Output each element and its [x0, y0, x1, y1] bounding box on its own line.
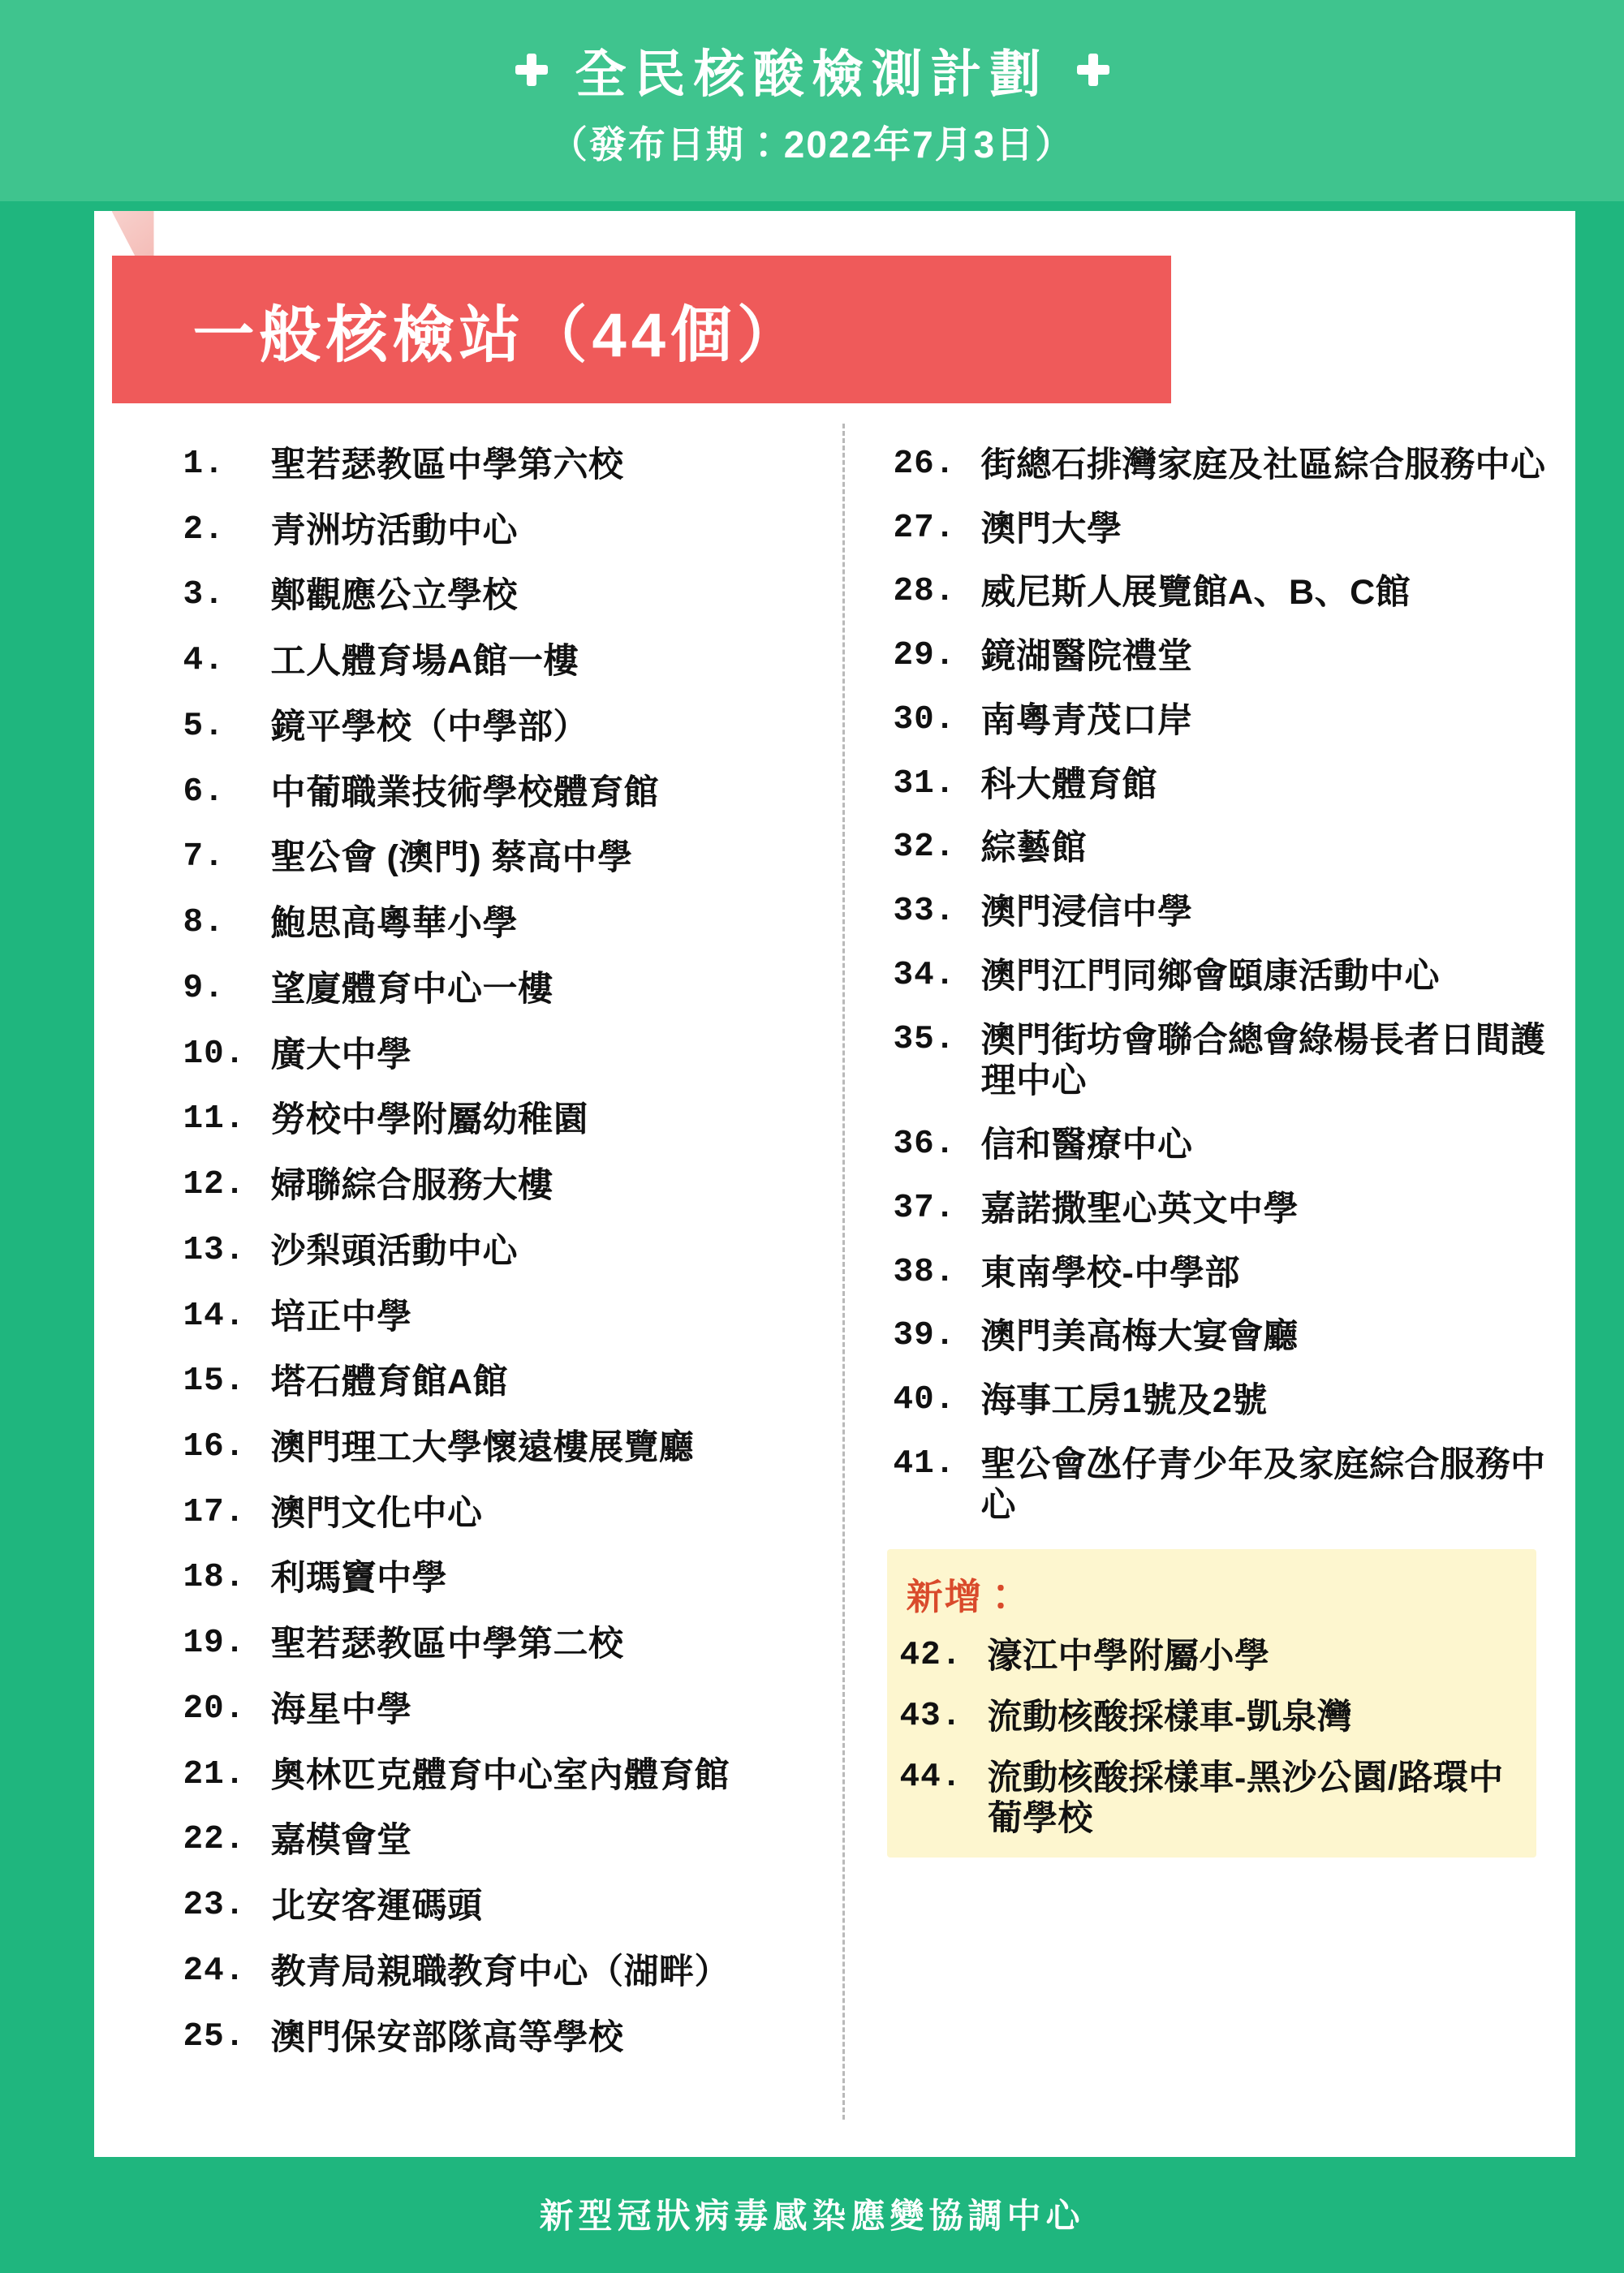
list-item-label: 海事工房1號及2號	[980, 1381, 1268, 1421]
list-item	[183, 707, 834, 748]
list-item-label: 街總石排灣家庭及社區綜合服務中心	[980, 446, 1546, 484]
medical-cross-icon	[515, 54, 548, 86]
list-item-number: 11.	[183, 1100, 246, 1139]
list-item-label: 聖若瑟教區中學第六校	[270, 446, 624, 484]
list-item-label: 婦聯綜合服務大樓	[270, 1166, 554, 1206]
list-item-number: 36.	[893, 1126, 956, 1164]
medical-cross-icon	[1077, 54, 1109, 86]
list-item-number: 34.	[893, 956, 956, 994]
list-item	[183, 1690, 834, 1731]
list-item-number: 13.	[183, 1231, 246, 1269]
list-item-number: 25.	[183, 2017, 246, 2056]
list-item	[183, 1297, 834, 1338]
section-banner-label: 一般核檢站（44個）	[192, 300, 804, 370]
page-footer	[0, 2165, 1624, 2262]
list-item-label: 流動核酸採樣車-黑沙公園/路環中葡學校	[987, 1758, 1504, 1839]
list-item	[183, 773, 834, 814]
list-item-number: 38.	[893, 1253, 956, 1291]
list-item-label: 濠江中學附屬小學	[987, 1637, 1270, 1677]
list-item-number: 28.	[893, 573, 956, 611]
list-item-label: 澳門大學	[980, 509, 1122, 549]
list-item	[894, 1316, 1567, 1358]
list-item-number: 7.	[183, 838, 225, 876]
list-item-label: 澳門美高梅大宴會廳	[980, 1317, 1299, 1357]
list-item-label: 鏡湖醫院禮堂	[980, 637, 1193, 677]
list-item	[183, 2017, 834, 2059]
list-item-label: 培正中學	[270, 1297, 412, 1337]
list-item	[183, 1493, 834, 1535]
list-item	[894, 1189, 1567, 1230]
list-item-label: 鮑思高粵華小學	[270, 904, 518, 944]
list-item-number: 2.	[183, 510, 225, 549]
list-item-label: 工人體育場A館一樓	[270, 642, 579, 682]
list-item-label: 望廈體育中心一樓	[270, 969, 554, 1009]
list-item-label: 北安客運碼頭	[270, 1887, 483, 1926]
list-item-number: 33.	[893, 893, 956, 931]
list-item-label: 奧林匹克體育中心室內體育館	[270, 1755, 730, 1795]
list-item-label: 信和醫療中心	[980, 1126, 1193, 1165]
list-item	[183, 575, 834, 617]
list-item-label: 東南學校-中學部	[980, 1253, 1240, 1293]
list-item-number: 14.	[183, 1297, 246, 1335]
list-item	[900, 1697, 1523, 1738]
list-item-number: 18.	[183, 1559, 246, 1597]
list-item-number: 37.	[893, 1189, 956, 1227]
list-item	[900, 1758, 1523, 1840]
list-item	[183, 1165, 834, 1207]
list-item-number: 29.	[893, 637, 956, 675]
list-item-number: 17.	[183, 1493, 246, 1531]
list-item-number: 23.	[183, 1887, 246, 1925]
list-item-number: 9.	[183, 969, 225, 1007]
list-item-number: 6.	[183, 773, 225, 811]
list-item	[894, 1444, 1567, 1526]
list-item-number: 24.	[183, 1952, 246, 1990]
list-item-number: 4.	[183, 642, 225, 680]
list-item-label: 澳門理工大學懷遠樓展覽廳	[270, 1428, 695, 1468]
list-item-number: 10.	[183, 1035, 246, 1073]
list-item	[183, 1231, 834, 1272]
list-item-label: 澳門保安部隊高等學校	[270, 2017, 624, 2057]
list-item	[894, 700, 1567, 742]
list-item-number: 30.	[893, 700, 956, 738]
list-item	[894, 1380, 1567, 1422]
list-item-number: 20.	[183, 1690, 246, 1728]
list-item-number: 5.	[183, 707, 225, 745]
list-item-number: 43.	[899, 1697, 963, 1735]
list-item-label: 中葡職業技術學校體育館	[270, 773, 659, 812]
header-title-row	[515, 33, 1109, 107]
list-item-number: 42.	[899, 1637, 963, 1675]
list-item-number: 16.	[183, 1428, 246, 1466]
list-item	[900, 1636, 1523, 1677]
list-item	[183, 1035, 834, 1076]
footer-organization: 新型冠狀病毒感染應變協調中心	[539, 2197, 1085, 2235]
list-item-label: 綜藝館	[980, 829, 1087, 868]
list-item	[894, 764, 1567, 806]
list-item-label: 海星中學	[270, 1690, 412, 1729]
list-item	[894, 892, 1567, 933]
list-item	[183, 510, 834, 552]
section-banner	[112, 256, 1171, 403]
new-additions-title: 新增：	[906, 1576, 1021, 1618]
list-item-label: 沙梨頭活動中心	[270, 1231, 518, 1271]
list-item-label: 塔石體育館A館	[270, 1363, 509, 1402]
list-item	[183, 1886, 834, 1927]
publish-date: （發布日期：2022年7月3日）	[549, 123, 1075, 166]
list-item-label: 鄭觀應公立學校	[270, 576, 518, 616]
list-item	[183, 1952, 834, 1993]
list-item-number: 41.	[893, 1444, 956, 1483]
list-item	[183, 445, 834, 486]
list-item-number: 19.	[183, 1625, 246, 1663]
list-item-label: 利瑪竇中學	[270, 1559, 447, 1599]
list-item	[183, 837, 834, 879]
list-item-number: 22.	[183, 1821, 246, 1859]
list-item	[183, 641, 834, 682]
list-item-number: 32.	[893, 829, 956, 867]
list-item-label: 勞校中學附屬幼稚園	[270, 1100, 588, 1140]
list-item-label: 澳門文化中心	[270, 1493, 483, 1533]
list-item	[894, 956, 1567, 997]
list-item	[183, 1755, 834, 1797]
list-item-number: 8.	[183, 904, 225, 942]
list-item-number: 26.	[893, 446, 956, 483]
list-item-number: 40.	[893, 1381, 956, 1419]
list-item	[183, 1427, 834, 1469]
list-item	[183, 969, 834, 1010]
content-card-wrapper	[50, 201, 1575, 2165]
list-item	[894, 509, 1567, 550]
list-item-label: 南粵青茂口岸	[980, 700, 1193, 740]
list-item	[894, 1020, 1567, 1102]
list-item	[894, 636, 1567, 678]
list-item-number: 1.	[183, 446, 225, 483]
station-list-left	[94, 424, 845, 2120]
list-item-number: 39.	[893, 1317, 956, 1355]
list-item	[183, 1820, 834, 1862]
list-item-number: 44.	[899, 1758, 963, 1796]
list-item	[894, 445, 1567, 486]
list-item	[183, 903, 834, 945]
list-item-number: 3.	[183, 576, 225, 614]
list-item-label: 澳門街坊會聯合總會綠楊長者日間護理中心	[980, 1020, 1546, 1101]
station-list-columns	[94, 424, 1575, 2120]
station-list-right	[845, 424, 1575, 2120]
list-item-label: 流動核酸採樣車-凱泉灣	[987, 1697, 1353, 1737]
page-header	[0, 0, 1624, 201]
list-item-label: 鏡平學校（中學部）	[270, 707, 588, 747]
list-item-number: 35.	[893, 1020, 956, 1058]
list-item-label: 威尼斯人展覽館A、B、C館	[980, 573, 1411, 613]
list-item-label: 聖若瑟教區中學第二校	[270, 1625, 624, 1664]
list-item-label: 青洲坊活動中心	[270, 510, 518, 550]
list-item-number: 21.	[183, 1755, 246, 1793]
list-item-label: 科大體育館	[980, 764, 1157, 804]
list-item-label: 聖公會 (澳門) 蔡高中學	[270, 838, 633, 878]
list-item-number: 15.	[183, 1363, 246, 1401]
list-item	[183, 1362, 834, 1403]
list-item	[183, 1624, 834, 1665]
list-item	[894, 1125, 1567, 1166]
list-item	[183, 1558, 834, 1599]
list-item-number: 27.	[893, 509, 956, 547]
list-item	[894, 828, 1567, 869]
list-item-label: 嘉模會堂	[270, 1821, 412, 1861]
list-item-label: 澳門浸信中學	[980, 893, 1193, 932]
content-card	[94, 211, 1575, 2157]
list-item-label: 教青局親職教育中心（湖畔）	[270, 1952, 730, 1991]
list-item-label: 澳門江門同鄉會頤康活動中心	[980, 956, 1440, 996]
list-item-number: 31.	[893, 764, 956, 803]
new-additions-box	[887, 1549, 1536, 1858]
page-title: 全民核酸檢測計劃	[575, 45, 1049, 103]
list-item-label: 聖公會氹仔青少年及家庭綜合服務中心	[980, 1444, 1546, 1526]
list-item-label: 廣大中學	[270, 1035, 412, 1074]
list-item	[183, 1100, 834, 1141]
list-item	[894, 1253, 1567, 1294]
list-item-label: 嘉諾撒聖心英文中學	[980, 1189, 1299, 1229]
list-item	[894, 572, 1567, 613]
list-item-number: 12.	[183, 1166, 246, 1204]
